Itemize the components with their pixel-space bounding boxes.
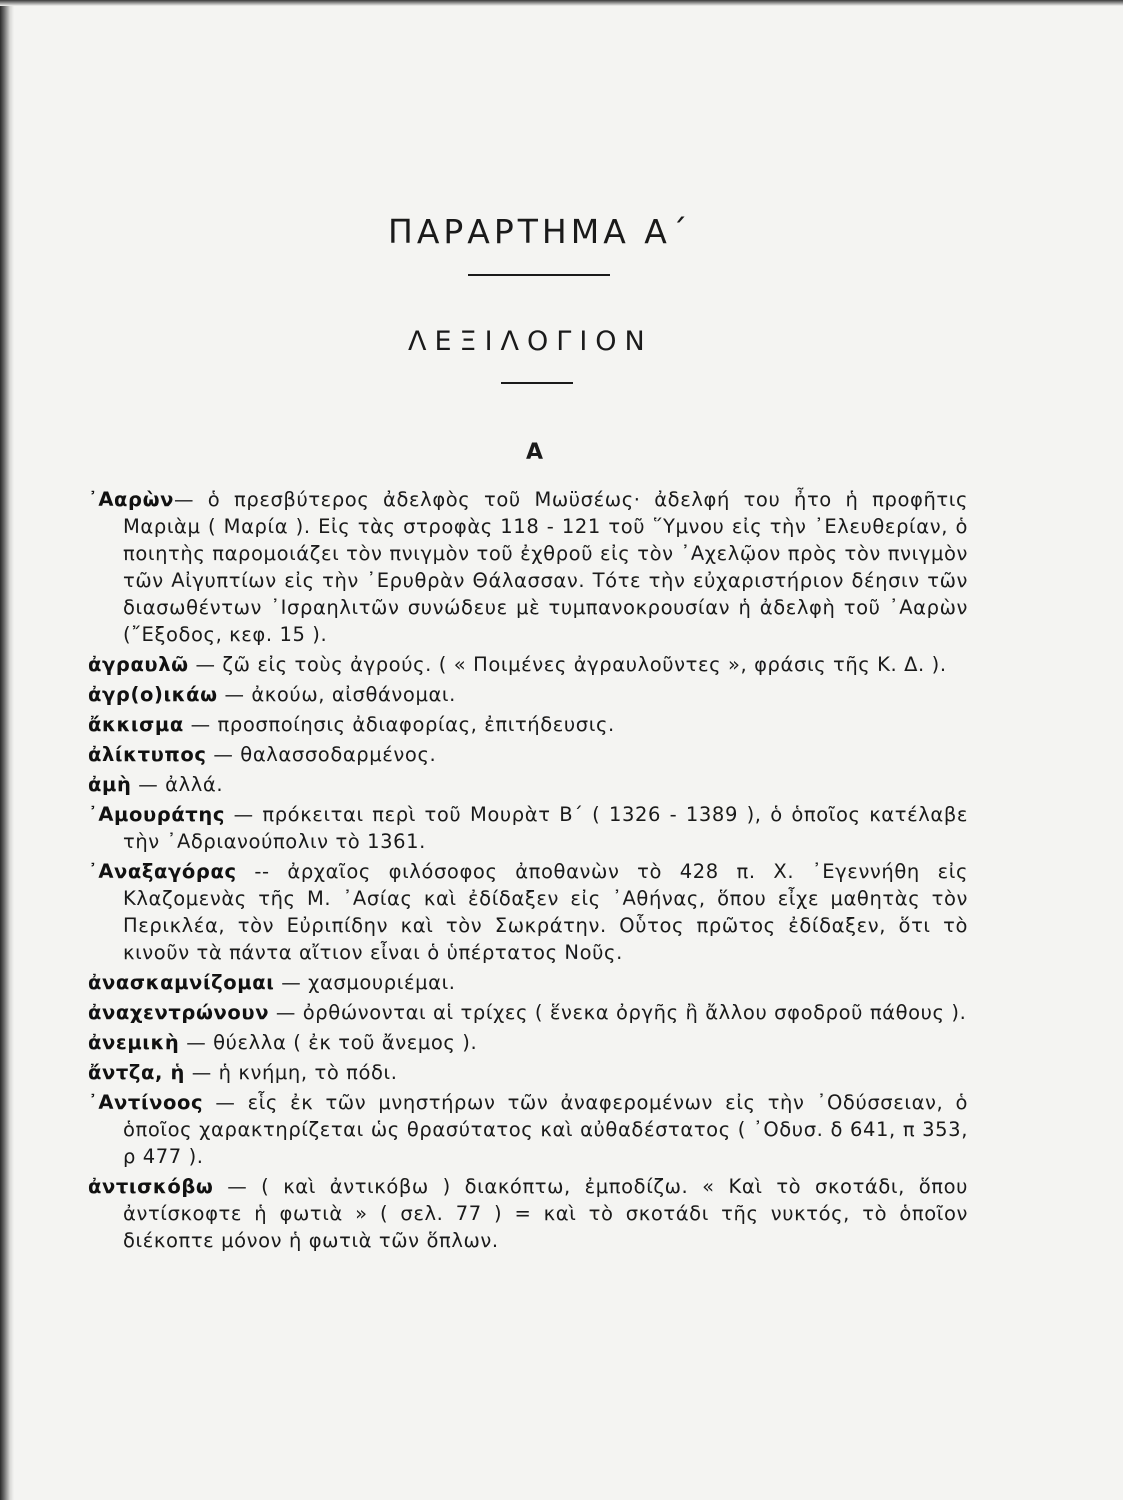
entry-definition: — πρόκειται περὶ τοῦ Μουρὰτ Β΄ ( 1326 - 1389 ), ὁ ὁποῖος κατέλαβε τὴν ᾿Αδριανούπολιν τὸ 1361. [123, 803, 968, 853]
entry-headword: ἀνασκαμνίζομαι [88, 971, 275, 994]
glossary-entry [88, 1029, 968, 1056]
entry-headword: ἀνεμικὴ [88, 1031, 180, 1054]
entry-definition: — ἀκούω, αἰσθάνομαι. [217, 683, 456, 706]
entry-definition: — θαλασσοδαρμένος. [206, 743, 437, 766]
glossary-entry [88, 858, 968, 966]
entry-definition: — χασμουριέμαι. [274, 971, 456, 994]
entry-definition: — ἡ κνήμη, τὸ πόδι. [184, 1061, 398, 1084]
entry-headword: ἀλίκτυπος [88, 743, 207, 766]
entry-headword: ᾿Αμουράτης [88, 803, 225, 826]
glossary-entry [88, 1089, 968, 1170]
binding-gutter [0, 0, 14, 1500]
entry-headword: ᾿Αναξαγόρας [88, 860, 237, 883]
entry-headword: ἄκκισμα [88, 713, 184, 736]
entry-definition: — εἷς ἐκ τῶν μνηστήρων τῶν ἀναφερομένων εἰς τὴν ᾿Οδύσσειαν, ὁ ὁποῖος χαρακτηρίζεται ὡς θρασύτατος καὶ αὐθαδέστατος ( ᾿Οδυσ. δ 641, π 353, ρ 477 ). [123, 1091, 968, 1168]
glossary-underline [501, 382, 573, 384]
entry-headword: ἄντζα, ἡ [88, 1061, 185, 1084]
glossary-entry [88, 681, 968, 708]
glossary-entry [88, 741, 968, 768]
title-underline [468, 274, 610, 276]
entry-headword: ᾿Αντίνοος [88, 1091, 204, 1114]
glossary-entries [88, 486, 968, 1257]
entry-definition: — θύελλα ( ἐκ τοῦ ἄνεμος ). [179, 1031, 478, 1054]
glossary-entry [88, 711, 968, 738]
entry-headword: ἀγρ(ο)ικάω [88, 683, 218, 706]
entry-headword: ἀγραυλῶ [88, 653, 189, 676]
entry-definition: — προσποίησις ἀδιαφορίας, ἐπιτήδευσις. [183, 713, 615, 736]
glossary-entry [88, 969, 968, 996]
letter-heading: Α [526, 440, 544, 465]
glossary-entry [88, 999, 968, 1026]
appendix-title: ΠΑΡΑΡΤΗΜΑ Α΄ [388, 212, 692, 251]
glossary-entry [88, 486, 968, 648]
entry-headword: ἀναχεντρώνουν [88, 1001, 270, 1024]
entry-definition: -- ἀρχαῖος φιλόσοφος ἀποθανὼν τὸ 428 π. Χ. ᾿Εγεννήθη εἰς Κλαζομενὰς τῆς Μ. ᾿Ασίας καὶ ἐδίδαξεν εἰς ᾿Αθήνας, ὅπου εἶχε μαθητὰς τὸν Περικλέα, τὸν Εὐριπίδην καὶ τὸν Σωκράτην. Οὗτος πρῶτος ἐδίδαξεν, ὅτι τὸ κινοῦν τὰ πάντα αἴτιον εἶναι ὁ ὑπέρτατος Νοῦς. [123, 860, 968, 964]
entry-definition: — ζῶ εἰς τοὺς ἀγρούς. ( « Ποιμένες ἀγραυλοῦντες », φράσις τῆς Κ. Δ. ). [188, 653, 947, 676]
entry-headword: ἀντισκόβω [88, 1175, 214, 1198]
entry-definition: — ( καὶ ἀντικόβω ) διακόπτω, ἐμποδίζω. « Καὶ τὸ σκοτάδι, ὅπου ἀντίσκοφτε ἡ φωτιὰ » ( σελ. 77 ) = καὶ τὸ σκοτάδι τῆς νυκτός, τὸ ὁποῖον διέκοπτε μόνον ἡ φωτιὰ τῶν ὅπλων. [123, 1175, 968, 1252]
glossary-entry [88, 1173, 968, 1254]
entry-definition: — ὁ πρεσβύτερος ἀδελφὸς τοῦ Μωϋσέως· ἀδελφή του ἦτο ἡ προφῆτις Μαριὰμ ( Μαρία ). Εἰς τὰς στροφὰς 118 - 121 τοῦ ῞Υμνου εἰς τὴν ᾿Ελευθερίαν, ὁ ποιητὴς παρομοιάζει τὸν πνιγμὸν τοῦ ἐχθροῦ εἰς τὸν ᾿Αχελῷον πρὸς τὸν πνιγμὸν τῶν Αἰγυπτίων εἰς τὴν ᾿Ερυθρὰν Θάλασσαν. Τότε τὴν εὐχαριστήριον δέησιν τῶν διασωθέντων ᾿Ισραηλιτῶν συνώδευε μὲ τυμπανοκρουσίαν ἡ ἀδελφὴ τοῦ ᾿Ααρὼν (῎Εξοδος, κεφ. 15 ). [123, 488, 968, 646]
entry-headword: ᾿Ααρὼν [88, 488, 175, 511]
page-top-edge [0, 0, 1123, 6]
glossary-entry [88, 1059, 968, 1086]
glossary-entry [88, 651, 968, 678]
glossary-entry [88, 801, 968, 855]
entry-definition: — ὀρθώνονται αἱ τρίχες ( ἕνεκα ὀργῆς ἢ ἄλλου σφοδροῦ πάθους ). [269, 1001, 967, 1024]
entry-headword: ἀμὴ [88, 773, 132, 796]
glossary-title: ΛΕΞΙΛΟΓΙΟΝ [408, 326, 653, 357]
glossary-entry [88, 771, 968, 798]
entry-definition: — ἀλλά. [131, 773, 224, 796]
